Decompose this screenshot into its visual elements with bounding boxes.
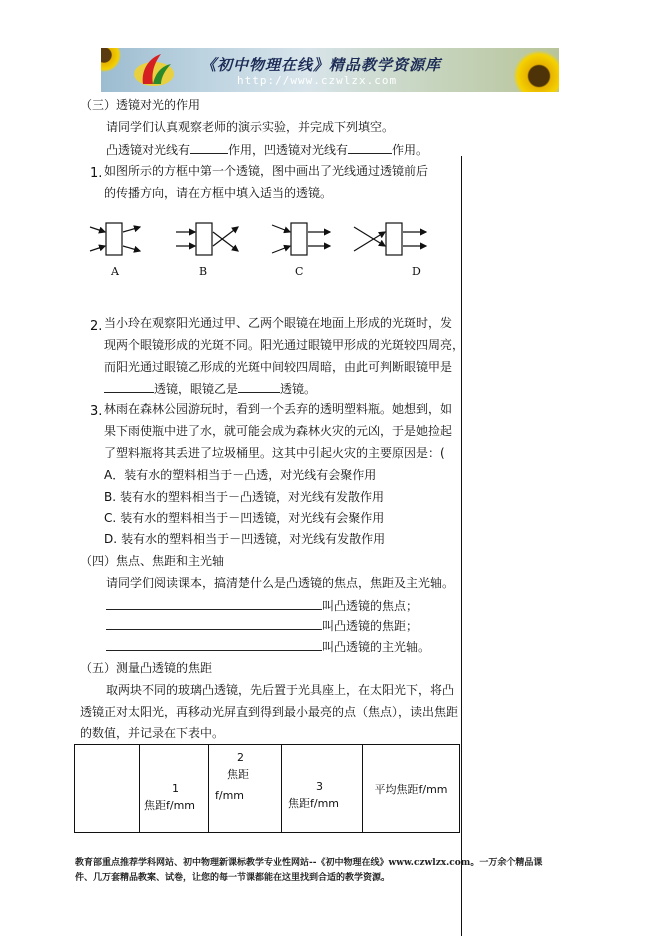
table-col-3	[209, 745, 282, 833]
lens-diagram	[86, 215, 446, 281]
col3-unit: f/mm	[215, 789, 245, 802]
fill-text-b: 作用，凹透镜对光线有	[228, 143, 349, 157]
diagram-a	[90, 223, 140, 278]
diagram-d	[354, 223, 426, 278]
margin-line	[461, 156, 462, 936]
q3-option-b[interactable]	[104, 489, 384, 505]
q2-line4a: 透镜，眼镜乙是	[154, 382, 239, 396]
footer-line2: 件、几万套精品教案、试卷，让您的每一节课都能在这里找到合适的教学资源。	[75, 873, 391, 883]
label-d: D	[412, 265, 421, 278]
col3-label: 焦距	[227, 768, 249, 781]
q1-line2: 的传播方向，请在方框中填入适当的透镜。	[104, 186, 333, 200]
footer-note	[75, 856, 595, 886]
table-col-5	[363, 745, 460, 833]
diagram-b	[176, 223, 238, 278]
q3-option-a[interactable]	[104, 467, 376, 483]
q2-line3: 而阳光通过眼镜乙形成的光斑中间较四周暗，由此可判断眼镜甲是	[104, 360, 453, 374]
option-b-text: 装有水的塑料相当于－凸透镜，对光线有发散作用	[120, 490, 385, 504]
option-c-text: 装有水的塑料相当于－凹透镜，对光线有会聚作用	[120, 511, 385, 525]
main-axis-label: 叫凸透镜的主光轴。	[322, 640, 431, 654]
option-a-key: A．	[104, 468, 125, 482]
q2-line1: 当小玲在观察阳光通过甲、乙两个眼镜在地面上形成的光斑时，发	[104, 316, 453, 330]
banner-title: 《初中物理在线》精品教学资源库	[201, 56, 442, 74]
col2-number: 1	[172, 781, 179, 795]
option-b-key: B.	[104, 490, 117, 504]
section4-heading: （四）焦点、焦距和主光轴	[80, 554, 225, 568]
convex-effect-blank[interactable]	[190, 141, 228, 154]
option-c-key: C.	[104, 511, 117, 525]
section3-intro: 请同学们认真观察老师的演示实验，并完成下列填空。	[106, 120, 395, 134]
q1-number: 1.	[90, 166, 103, 181]
logo-icon	[131, 50, 177, 90]
label-a: A	[111, 265, 119, 278]
q1-line1: 如图所示的方框中第一个透镜，图中画出了光线通过透镜前后	[104, 164, 429, 178]
q3-line1: 林雨在森林公园游玩时，看到一个丢弃的透明塑料瓶。她想到，如	[104, 402, 453, 416]
footer-line1: 教育部重点推荐学科网站、初中物理新课标教学专业性网站--《初中物理在线》www.czwlzx.com。一万余个精品课	[75, 858, 543, 868]
col3-number: 2	[237, 751, 244, 764]
option-d-key: D.	[104, 532, 118, 546]
q2-line4b: 透镜。	[280, 382, 317, 396]
col5-label: 平均焦距f/mm	[374, 783, 448, 796]
focus-definition-line	[106, 597, 418, 614]
q3-option-c[interactable]	[104, 510, 384, 526]
table-col-4	[282, 745, 363, 833]
section4-intro: 请同学们阅读课本，搞清楚什么是凸透镜的焦点，焦距及主光轴。	[106, 576, 455, 590]
sunflower-right	[513, 50, 559, 92]
lens-yi-blank[interactable]	[238, 380, 280, 393]
focal-length-table	[74, 744, 460, 833]
q2-line4	[104, 380, 316, 397]
section3-heading: （三）透镜对光的作用	[80, 98, 201, 112]
sunflower-left	[101, 48, 121, 72]
q3-line3: 了塑料瓶将其丢进了垃圾桶里。这其中引起火灾的主要原因是：(	[104, 446, 445, 460]
lens-jia-blank[interactable]	[104, 380, 154, 393]
section5-line2: 透镜正对太阳光，再移动光屏直到得到最小最亮的点（焦点），读出焦距	[80, 705, 459, 719]
label-c: C	[295, 265, 304, 278]
label-b: B	[199, 265, 208, 278]
q2-line2: 现两个眼镜形成的光斑不同。阳光通过眼镜甲形成的光斑较四周亮，	[104, 338, 465, 352]
q2-number: 2.	[90, 319, 103, 334]
focus-label: 叫凸透镜的焦点；	[322, 599, 419, 613]
col4-label: 焦距f/mm	[288, 796, 340, 810]
fill-text-c: 作用。	[392, 143, 429, 157]
focal-length-label: 叫凸透镜的焦距；	[322, 619, 419, 633]
col4-number: 3	[316, 779, 323, 793]
focal-length-blank[interactable]	[106, 617, 322, 630]
section5-line1: 取两块不同的玻璃凸透镜，先后置于光具座上，在太阳光下，将凸	[106, 683, 455, 697]
fill-text-a: 凸透镜对光线有	[106, 143, 191, 157]
option-a-text: 装有水的塑料相当于－凸透，对光线有会聚作用	[124, 468, 377, 482]
main-axis-blank[interactable]	[106, 638, 322, 651]
concave-effect-blank[interactable]	[348, 141, 392, 154]
banner-url[interactable]: http://www.czwlzx.com	[237, 74, 398, 87]
section5-heading: （五）测量凸透镜的焦距	[80, 661, 213, 675]
header-banner	[101, 48, 559, 92]
q3-line2: 果下雨使瓶中进了水，就可能会成为森林火灾的元凶，于是她捡起	[104, 424, 453, 438]
diagram-c	[272, 223, 330, 278]
focus-blank[interactable]	[106, 597, 322, 610]
section3-fill-line	[106, 141, 428, 158]
focal-length-definition-line	[106, 617, 418, 634]
table-col-1	[75, 745, 140, 833]
section5-line3: 的数值，并记录在下表中。	[80, 726, 225, 740]
option-d-text: 装有水的塑料相当于－凹透镜，对光线有发散作用	[121, 532, 386, 546]
main-axis-definition-line	[106, 638, 430, 655]
table-col-2	[140, 745, 209, 833]
col2-label: 焦距f/mm	[144, 798, 196, 812]
q3-option-d[interactable]	[104, 531, 385, 547]
q3-number: 3.	[90, 404, 103, 419]
